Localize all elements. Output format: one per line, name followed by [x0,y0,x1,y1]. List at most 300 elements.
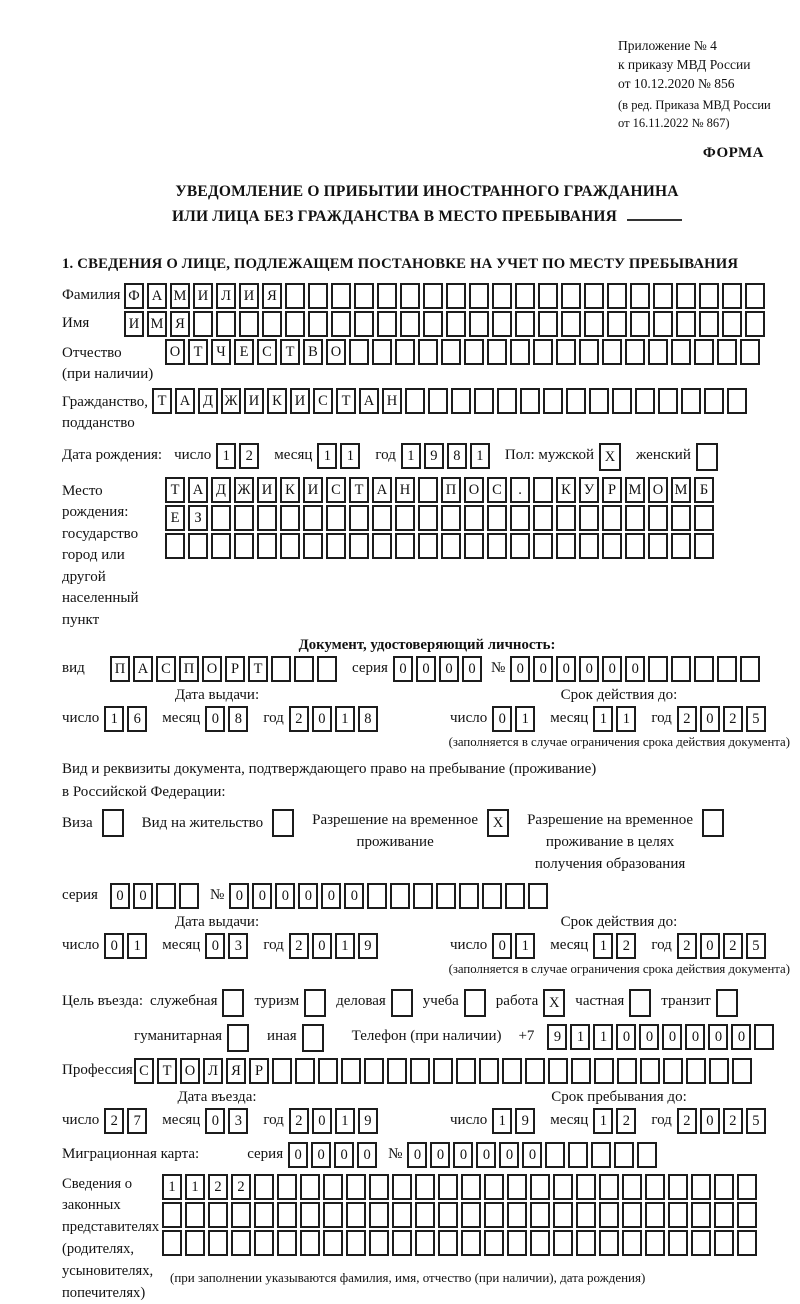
char-box[interactable] [438,1174,458,1200]
char-box[interactable] [349,339,369,365]
char-box[interactable]: А [372,477,392,503]
char-box[interactable] [413,883,433,909]
char-box[interactable] [602,339,622,365]
char-box[interactable] [300,1202,320,1228]
char-box[interactable]: 0 [407,1142,427,1168]
char-box[interactable]: 2 [723,706,743,732]
char-box[interactable] [622,1202,642,1228]
char-box[interactable] [405,388,425,414]
doc-type-input[interactable] [110,656,340,682]
char-box[interactable] [591,1142,611,1168]
char-box[interactable]: 0 [229,883,249,909]
char-box[interactable] [507,1174,527,1200]
char-box[interactable] [446,283,466,309]
char-box[interactable] [441,505,461,531]
char-box[interactable]: 2 [723,1108,743,1134]
char-box[interactable]: 0 [510,656,530,682]
char-box[interactable] [740,339,760,365]
char-box[interactable]: И [239,283,259,309]
char-box[interactable] [622,1174,642,1200]
char-box[interactable]: 0 [312,933,332,959]
char-box[interactable] [676,283,696,309]
char-box[interactable] [714,1174,734,1200]
char-box[interactable] [648,533,668,559]
char-box[interactable]: 9 [515,1108,535,1134]
char-box[interactable] [668,1230,688,1256]
char-box[interactable] [507,1230,527,1256]
char-box[interactable]: 1 [185,1174,205,1200]
char-box[interactable]: Л [216,283,236,309]
char-box[interactable]: 2 [677,933,697,959]
char-box[interactable] [568,1142,588,1168]
char-box[interactable]: 0 [602,656,622,682]
char-box[interactable] [395,339,415,365]
char-box[interactable] [464,533,484,559]
char-box[interactable]: Н [395,477,415,503]
char-box[interactable] [185,1202,205,1228]
char-box[interactable] [645,1174,665,1200]
char-box[interactable]: Р [249,1058,269,1084]
char-box[interactable]: 1 [335,706,355,732]
char-box[interactable] [459,883,479,909]
char-box[interactable] [732,1058,752,1084]
char-box[interactable] [629,989,651,1017]
char-box[interactable] [367,883,387,909]
res-issue-month-input[interactable] [205,933,251,959]
char-box[interactable] [277,1202,297,1228]
char-box[interactable] [556,505,576,531]
char-box[interactable]: К [556,477,576,503]
char-box[interactable]: И [303,477,323,503]
char-box[interactable]: 1 [515,933,535,959]
char-box[interactable] [676,311,696,337]
char-box[interactable] [745,311,765,337]
char-box[interactable] [671,656,691,682]
char-box[interactable]: 0 [312,1108,332,1134]
char-box[interactable]: 1 [335,1108,355,1134]
char-box[interactable]: 0 [205,933,225,959]
char-box[interactable]: Е [234,339,254,365]
char-box[interactable]: 9 [547,1024,567,1050]
char-box[interactable]: 3 [228,1108,248,1134]
char-box[interactable] [280,533,300,559]
id-issue-day-input[interactable] [104,706,150,732]
char-box[interactable]: 8 [358,706,378,732]
char-box[interactable]: А [175,388,195,414]
char-box[interactable] [709,1058,729,1084]
phone-input[interactable] [547,1024,777,1050]
char-box[interactable] [377,311,397,337]
char-box[interactable]: 0 [416,656,436,682]
char-box[interactable] [364,1058,384,1084]
char-box[interactable]: Т [157,1058,177,1084]
char-box[interactable] [714,1230,734,1256]
res-series-input[interactable] [110,883,202,909]
char-box[interactable]: 0 [492,706,512,732]
char-box[interactable] [257,533,277,559]
char-box[interactable] [622,1230,642,1256]
char-box[interactable]: О [165,339,185,365]
char-box[interactable]: 1 [401,443,421,469]
char-box[interactable] [625,339,645,365]
char-box[interactable]: 0 [357,1142,377,1168]
char-box[interactable]: Я [262,283,282,309]
char-box[interactable] [625,505,645,531]
char-box[interactable] [318,1058,338,1084]
char-box[interactable]: 0 [104,933,124,959]
char-box[interactable] [162,1230,182,1256]
char-box[interactable] [469,283,489,309]
char-box[interactable] [658,388,678,414]
char-box[interactable] [395,505,415,531]
res-valid-year-input[interactable] [677,933,769,959]
char-box[interactable]: 5 [746,706,766,732]
char-box[interactable]: К [280,477,300,503]
char-box[interactable] [438,1202,458,1228]
char-box[interactable] [193,311,213,337]
char-box[interactable] [538,311,558,337]
char-box[interactable] [323,1174,343,1200]
char-box[interactable] [331,311,351,337]
char-box[interactable] [487,533,507,559]
char-box[interactable]: 5 [746,1108,766,1134]
char-box[interactable] [400,283,420,309]
char-box[interactable]: 0 [334,1142,354,1168]
stay-month-input[interactable] [593,1108,639,1134]
char-box[interactable] [461,1174,481,1200]
char-box[interactable] [418,505,438,531]
char-box[interactable]: 9 [358,1108,378,1134]
char-box[interactable] [648,339,668,365]
char-box[interactable] [645,1230,665,1256]
char-box[interactable] [505,883,525,909]
char-box[interactable] [323,1230,343,1256]
char-box[interactable] [737,1174,757,1200]
char-box[interactable]: 0 [700,933,720,959]
char-box[interactable]: 9 [358,933,378,959]
char-box[interactable] [530,1230,550,1256]
char-box[interactable] [576,1230,596,1256]
char-box[interactable] [556,339,576,365]
char-box[interactable] [510,533,530,559]
char-box[interactable] [469,311,489,337]
char-box[interactable] [162,1202,182,1228]
char-box[interactable] [392,1174,412,1200]
char-box[interactable]: И [124,311,144,337]
id-issue-month-input[interactable] [205,706,251,732]
char-box[interactable] [349,505,369,531]
char-box[interactable] [392,1202,412,1228]
char-box[interactable] [331,283,351,309]
char-box[interactable]: 0 [288,1142,308,1168]
id-valid-month-input[interactable] [593,706,639,732]
char-box[interactable]: 1 [593,1108,613,1134]
sex-male-checkbox[interactable] [599,443,624,471]
char-box[interactable] [295,1058,315,1084]
char-box[interactable]: 0 [311,1142,331,1168]
purpose-official-checkbox[interactable] [222,989,247,1017]
char-box[interactable]: 0 [708,1024,728,1050]
char-box[interactable] [441,339,461,365]
char-box[interactable] [653,311,673,337]
char-box[interactable] [740,656,760,682]
char-box[interactable] [671,339,691,365]
char-box[interactable] [543,388,563,414]
char-box[interactable] [304,989,326,1017]
char-box[interactable] [234,505,254,531]
char-box[interactable] [691,1174,711,1200]
char-box[interactable] [602,505,622,531]
legal-rep-input-line2[interactable] [162,1202,760,1228]
char-box[interactable]: А [188,477,208,503]
char-box[interactable] [300,1174,320,1200]
char-box[interactable] [461,1202,481,1228]
char-box[interactable] [208,1202,228,1228]
char-box[interactable] [433,1058,453,1084]
char-box[interactable] [346,1174,366,1200]
char-box[interactable] [415,1174,435,1200]
char-box[interactable] [484,1174,504,1200]
char-box[interactable]: М [671,477,691,503]
char-box[interactable] [510,505,530,531]
char-box[interactable] [576,1202,596,1228]
char-box[interactable]: 0 [312,706,332,732]
purpose-humanitarian-checkbox[interactable] [227,1024,252,1052]
char-box[interactable] [482,883,502,909]
char-box[interactable]: И [244,388,264,414]
char-box[interactable] [648,656,668,682]
char-box[interactable] [390,883,410,909]
edu-permit-checkbox[interactable] [702,809,727,837]
char-box[interactable] [594,1058,614,1084]
char-box[interactable]: 1 [335,933,355,959]
char-box[interactable] [239,311,259,337]
char-box[interactable]: 0 [556,656,576,682]
char-box[interactable] [372,533,392,559]
char-box[interactable] [566,388,586,414]
char-box[interactable]: К [267,388,287,414]
char-box[interactable] [520,388,540,414]
char-box[interactable] [699,283,719,309]
char-box[interactable] [671,505,691,531]
char-box[interactable] [464,505,484,531]
char-box[interactable] [737,1230,757,1256]
char-box[interactable] [303,533,323,559]
char-box[interactable] [395,533,415,559]
id-valid-day-input[interactable] [492,706,538,732]
char-box[interactable]: Т [165,477,185,503]
char-box[interactable]: И [290,388,310,414]
char-box[interactable]: П [110,656,130,682]
stay-day-input[interactable] [492,1108,538,1134]
char-box[interactable] [599,1174,619,1200]
char-box[interactable]: Ф [124,283,144,309]
char-box[interactable] [607,311,627,337]
char-box[interactable] [326,505,346,531]
char-box[interactable]: 1 [593,706,613,732]
char-box[interactable] [699,311,719,337]
char-box[interactable]: 1 [593,933,613,959]
char-box[interactable] [668,1202,688,1228]
char-box[interactable]: У [579,477,599,503]
char-box[interactable] [704,388,724,414]
char-box[interactable] [671,533,691,559]
birth-place-input-line3[interactable] [165,533,717,559]
char-box[interactable]: 0 [522,1142,542,1168]
char-box[interactable] [354,283,374,309]
char-box[interactable]: 2 [616,1108,636,1134]
char-box[interactable] [602,533,622,559]
char-box[interactable] [507,1202,527,1228]
char-box[interactable] [584,311,604,337]
char-box[interactable] [436,883,456,909]
entry-day-input[interactable] [104,1108,150,1134]
char-box[interactable]: 2 [289,706,309,732]
char-box[interactable] [533,339,553,365]
surname-input[interactable] [124,283,768,309]
char-box[interactable] [599,1230,619,1256]
char-box[interactable]: О [180,1058,200,1084]
char-box[interactable]: 1 [470,443,490,469]
char-box[interactable] [165,533,185,559]
char-box[interactable]: С [326,477,346,503]
char-box[interactable]: 2 [231,1174,251,1200]
char-box[interactable]: Д [211,477,231,503]
char-box[interactable] [530,1174,550,1200]
char-box[interactable] [346,1202,366,1228]
char-box[interactable] [254,1230,274,1256]
char-box[interactable]: Я [170,311,190,337]
purpose-study-checkbox[interactable] [464,989,489,1017]
char-box[interactable] [722,283,742,309]
char-box[interactable] [579,533,599,559]
char-box[interactable] [423,311,443,337]
char-box[interactable] [211,533,231,559]
char-box[interactable] [579,339,599,365]
char-box[interactable] [188,533,208,559]
char-box[interactable] [576,1174,596,1200]
char-box[interactable] [418,477,438,503]
char-box[interactable]: 1 [127,933,147,959]
char-box[interactable]: 1 [340,443,360,469]
char-box[interactable] [487,505,507,531]
purpose-business-checkbox[interactable] [391,989,416,1017]
sex-female-checkbox[interactable] [696,443,721,471]
birth-place-input-line2[interactable] [165,505,717,531]
char-box[interactable] [285,283,305,309]
char-box[interactable] [548,1058,568,1084]
char-box[interactable] [369,1230,389,1256]
char-box[interactable] [400,311,420,337]
char-box[interactable] [446,311,466,337]
char-box[interactable]: 0 [731,1024,751,1050]
res-issue-day-input[interactable] [104,933,150,959]
char-box[interactable] [607,283,627,309]
char-box[interactable] [630,311,650,337]
char-box[interactable] [372,339,392,365]
char-box[interactable] [280,505,300,531]
char-box[interactable] [372,505,392,531]
char-box[interactable]: Т [188,339,208,365]
char-box[interactable] [302,1024,324,1052]
patronymic-input[interactable] [165,339,763,365]
char-box[interactable] [451,388,471,414]
char-box[interactable]: Р [602,477,622,503]
mig-series-input[interactable] [288,1142,380,1168]
char-box[interactable] [694,656,714,682]
char-box[interactable]: X [599,443,621,471]
char-box[interactable] [492,283,512,309]
char-box[interactable]: 0 [492,933,512,959]
char-box[interactable] [653,283,673,309]
char-box[interactable] [515,311,535,337]
char-box[interactable]: Ч [211,339,231,365]
res-valid-day-input[interactable] [492,933,538,959]
char-box[interactable] [387,1058,407,1084]
char-box[interactable]: 0 [639,1024,659,1050]
char-box[interactable]: 0 [616,1024,636,1050]
char-box[interactable] [410,1058,430,1084]
char-box[interactable]: 8 [447,443,467,469]
char-box[interactable] [556,533,576,559]
id-series-input[interactable] [393,656,485,682]
char-box[interactable] [234,533,254,559]
char-box[interactable]: 1 [162,1174,182,1200]
res-valid-month-input[interactable] [593,933,639,959]
char-box[interactable]: Ж [221,388,241,414]
char-box[interactable] [369,1202,389,1228]
char-box[interactable] [227,1024,249,1052]
char-box[interactable]: О [648,477,668,503]
char-box[interactable]: С [313,388,333,414]
char-box[interactable]: Т [152,388,172,414]
char-box[interactable] [464,339,484,365]
char-box[interactable]: 0 [298,883,318,909]
legal-rep-input-line1[interactable] [162,1174,760,1200]
char-box[interactable] [492,311,512,337]
char-box[interactable]: И [257,477,277,503]
purpose-private-checkbox[interactable] [629,989,654,1017]
char-box[interactable]: 1 [104,706,124,732]
char-box[interactable] [231,1230,251,1256]
char-box[interactable] [308,311,328,337]
char-box[interactable] [533,533,553,559]
char-box[interactable] [614,1142,634,1168]
char-box[interactable] [487,339,507,365]
char-box[interactable] [423,283,443,309]
visa-checkbox[interactable] [102,809,127,837]
char-box[interactable] [530,1202,550,1228]
char-box[interactable]: Т [280,339,300,365]
char-box[interactable] [254,1202,274,1228]
char-box[interactable] [484,1202,504,1228]
char-box[interactable]: 0 [133,883,153,909]
profession-input[interactable] [134,1058,755,1084]
char-box[interactable] [533,505,553,531]
char-box[interactable] [691,1202,711,1228]
char-box[interactable]: 2 [616,933,636,959]
char-box[interactable] [294,656,314,682]
id-number-input[interactable] [510,656,763,682]
char-box[interactable]: С [257,339,277,365]
temp-permit-checkbox[interactable] [487,809,512,837]
char-box[interactable]: 2 [677,1108,697,1134]
char-box[interactable] [262,311,282,337]
char-box[interactable] [231,1202,251,1228]
char-box[interactable]: Р [225,656,245,682]
char-box[interactable]: 5 [746,933,766,959]
char-box[interactable] [415,1202,435,1228]
